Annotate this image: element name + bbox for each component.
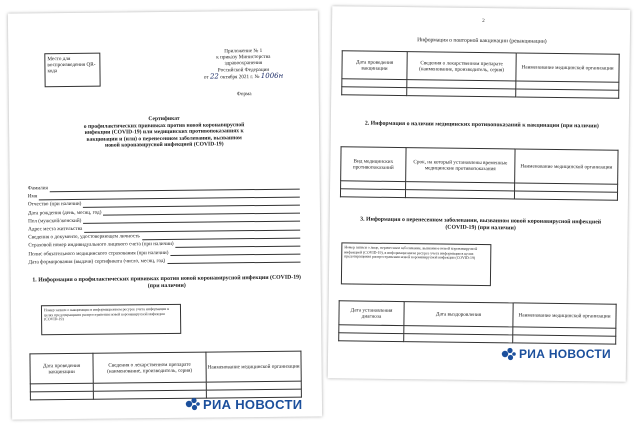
section-2-title: 2. Информация о наличии медицинских противопоказаний к вакцинации (при наличии) [364, 120, 599, 130]
field-label: Дата рождения (день, месяц, год) [27, 209, 102, 217]
field-label: Адрес места жительства [28, 225, 83, 233]
certificate-page-2 [328, 6, 631, 382]
header-contra-org: Наименование медицинской организации [515, 149, 618, 184]
header-contra-type: Вид медицинских противопоказаний [341, 147, 406, 182]
appendix-line-5 [184, 72, 304, 80]
title-line-1: Сертификат [148, 115, 180, 123]
field-underline [39, 196, 300, 200]
appendix-line-4: Российской Федерации [217, 66, 270, 74]
table-cell [407, 88, 516, 97]
field-underline [175, 246, 300, 248]
ria-watermark-text: РИА НОВОСТИ [203, 396, 303, 412]
appendix-line-1: Приложение № 1 [224, 47, 263, 55]
form-label: Форма [236, 91, 252, 98]
field-underline [103, 213, 300, 216]
header-contra-period: Срок, на который установлены временные медицинские противопоказания [406, 148, 515, 183]
table-cell [340, 189, 405, 198]
appendix-date-text: октября 2021 г. № [220, 73, 260, 81]
header-revac-drug: Сведения о лекарственном препарате (наименование, производитель, серия) [407, 52, 516, 81]
title-line-5: новой коронавирусной инфекцией (COVID-19) [104, 141, 224, 149]
table-cell [339, 333, 404, 342]
handwritten-order-number: 1006н [260, 71, 284, 80]
ria-logo-icon [184, 396, 200, 412]
section-3-title: 3. Информация о перенесенном заболевании, вызванном новой коронавирусной инфекцией (COVID-19) (при наличии) [360, 216, 602, 232]
certificate-title [39, 115, 289, 151]
header-revac-org: Наименование медицинской организации [516, 53, 619, 82]
field-underline [84, 229, 300, 232]
header-medical-org: Наименование медицинской организации [206, 351, 301, 382]
table-cell [513, 335, 616, 344]
table-cell [405, 190, 514, 199]
field-underline [142, 237, 300, 240]
table-cell [514, 191, 617, 200]
title-line-4: вакцинации и (или) о перенесенном заболевании, вызванном [86, 134, 242, 143]
field-label: Фамилия [27, 185, 48, 192]
header-disease-org: Наименование медицинской организации [513, 303, 616, 328]
vaccination-record-label: Номер записи о вакцинации в информационном ресурсе учета информации в целях предотвращения распространения новой коронавирусной инфекции (COVID-19) [43, 306, 170, 322]
appendix-line-2: к приказу Министерства [216, 54, 271, 61]
page-number: 2 [482, 18, 485, 25]
field-label: Пол (мужской/женский) [28, 217, 82, 225]
title-line-2: о профилактических прививках против новой коронавирусной [83, 121, 245, 130]
table-cell [342, 87, 407, 96]
table-cell [404, 334, 513, 343]
field-label: Сведения о документе, удостоверяющем личность [28, 233, 140, 241]
table-cell [516, 89, 619, 98]
handwritten-day: 22 [209, 72, 219, 81]
field-underline [170, 254, 300, 256]
ria-watermark-text: РИА НОВОСТИ [519, 347, 611, 361]
appendix-from: от [203, 74, 209, 81]
field-underline [168, 262, 301, 264]
table-cell [30, 391, 93, 400]
vaccination-record-number-box [41, 304, 181, 335]
certificate-page-1 [8, 10, 322, 419]
field-underline [83, 221, 300, 224]
field-underline [50, 188, 300, 192]
disease-record-number-box [341, 242, 492, 286]
field-underline [83, 205, 300, 208]
section-1-title: 1. Информация о профилактических прививках против новой коронавирусной инфекции (COVID-19) (при наличии) [32, 274, 301, 289]
qr-box-label: Место для воспроизведения QR-кода [47, 55, 96, 75]
field-label: Дата формирования (выдачи) сертификата (число, месяц, год) [28, 257, 166, 266]
field-label: Имя [27, 193, 38, 200]
header-drug-info: Сведения о лекарственном препарате (наименование, производитель, серия) [93, 352, 206, 383]
revaccination-table [341, 50, 620, 98]
header-vaccination-date: Дата проведения вакцинации [30, 353, 93, 384]
ria-news-watermark-left [184, 396, 302, 412]
title-line-3: инфекции (COVID-19) или медицинских противопоказаниях к [84, 128, 244, 137]
vaccination-table [29, 351, 301, 401]
appendix-block [183, 48, 303, 81]
field-label: Полис обязательного медицинского страхования (при наличии) [28, 249, 169, 258]
revaccination-title: Информация о повторной вакцинации (ревакцинации) [417, 37, 547, 45]
disease-record-label: Номер записи о лице, перенесшем заболевание, вызванное новой коронавирусной инфекцией (COVID-19), в информационном ресурсе учета информации в целях предотвращения распространения новой коронавирусной инфекции (COVID-19) [344, 245, 478, 261]
header-diagnosis-date: Дата установления диагноза [339, 301, 404, 326]
ria-news-watermark-right [500, 346, 611, 362]
header-recovery-date: Дата выздоровления [404, 302, 513, 327]
header-revac-date: Дата проведения вакцинации [342, 51, 407, 80]
ria-logo-icon [500, 346, 516, 362]
disease-table [338, 300, 616, 344]
field-label: Отчество (при наличии) [27, 201, 82, 208]
contraindications-table [340, 146, 619, 200]
field-label: Страховой номер индивидуального лицевого счета (при наличии) [28, 241, 174, 249]
appendix-line-3: здравоохранения [224, 60, 263, 67]
qr-code-placeholder-box [44, 53, 100, 88]
